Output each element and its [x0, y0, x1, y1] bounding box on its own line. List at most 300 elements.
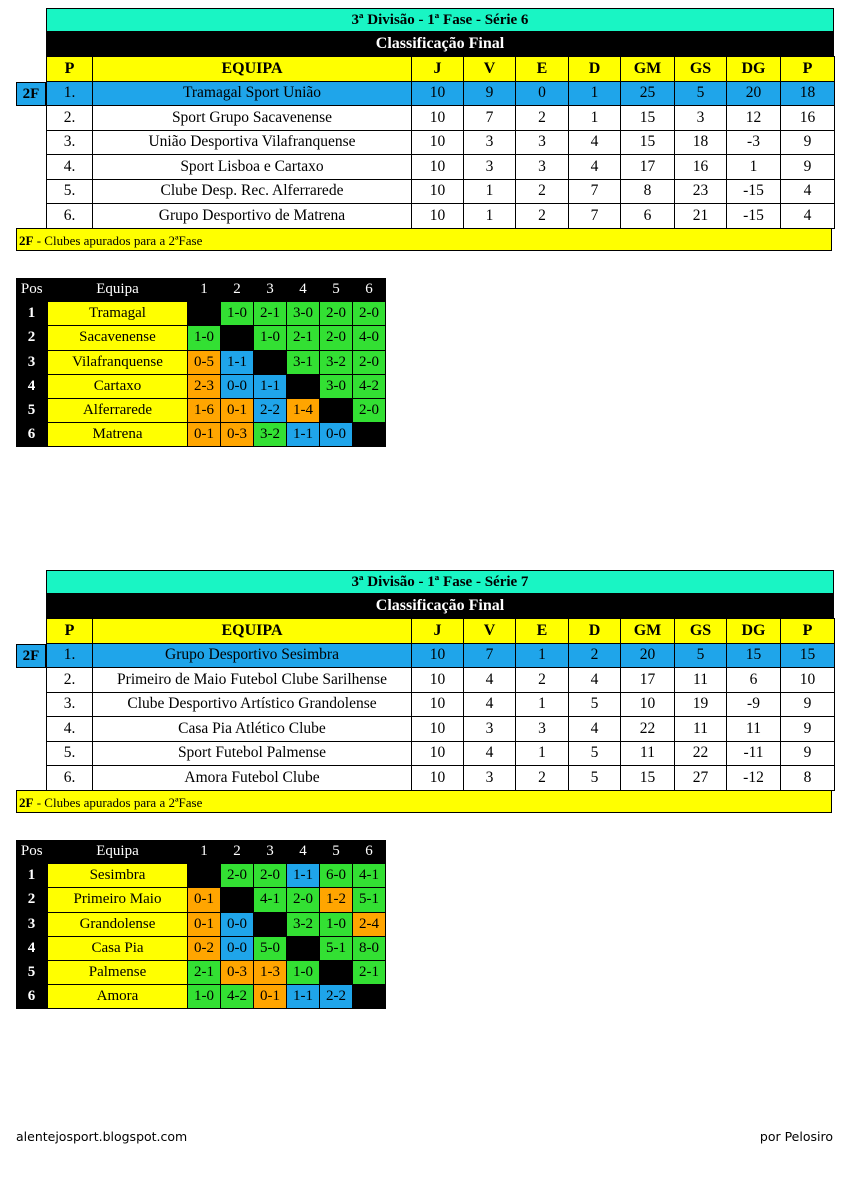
matrix-result-cell: 3-0 — [320, 374, 353, 398]
results-matrix-serie-6 — [16, 278, 386, 447]
cell-dg: -9 — [727, 692, 781, 717]
matrix-result-cell: 6-0 — [320, 864, 353, 888]
cell-gs: 18 — [675, 130, 727, 155]
matrix-result-cell: 3-0 — [287, 302, 320, 326]
matrix-pos: 5 — [16, 398, 48, 422]
matrix-col-header: 6 — [353, 278, 386, 302]
matrix-result-cell: 2-0 — [254, 864, 287, 888]
cell-gs: 5 — [675, 81, 727, 106]
matrix-self-cell — [221, 888, 254, 912]
cell-gs: 22 — [675, 741, 727, 766]
cell-j: 10 — [412, 155, 464, 180]
matrix-row — [16, 888, 386, 912]
cell-dg: -15 — [727, 179, 781, 204]
cell-gm: 10 — [621, 692, 675, 717]
cell-e: 3 — [516, 155, 569, 180]
matrix-result-cell: 0-5 — [188, 350, 221, 374]
cell-dg: 6 — [727, 668, 781, 693]
matrix-result-cell: 1-6 — [188, 398, 221, 422]
matrix-col-header: 3 — [254, 840, 287, 864]
matrix-pos: 3 — [16, 350, 48, 374]
cell-gs: 11 — [675, 717, 727, 742]
cell-gs: 19 — [675, 692, 727, 717]
col-header: P — [47, 619, 93, 644]
cell-pts: 9 — [781, 155, 835, 180]
standings-table — [46, 618, 835, 791]
matrix-self-cell — [320, 960, 353, 984]
matrix-body — [16, 302, 386, 447]
cell-team: Clube Desp. Rec. Alferrarede — [93, 179, 412, 204]
matrix-team: Cartaxo — [48, 374, 188, 398]
legend-tag: 2F — [19, 233, 34, 248]
matrix-row — [16, 398, 386, 422]
cell-pos: 5. — [47, 741, 93, 766]
col-header: J — [412, 57, 464, 82]
cell-gm: 17 — [621, 668, 675, 693]
cell-pos: 6. — [47, 766, 93, 791]
matrix-team: Matrena — [48, 423, 188, 447]
cell-pts: 9 — [781, 741, 835, 766]
matrix-col-header: 5 — [320, 840, 353, 864]
cell-gs: 11 — [675, 668, 727, 693]
qualified-tag: 2F — [16, 644, 46, 668]
table-row — [47, 741, 835, 766]
cell-e: 2 — [516, 106, 569, 131]
cell-gm: 6 — [621, 204, 675, 229]
table-row — [47, 130, 835, 155]
matrix-team: Amora — [48, 985, 188, 1009]
cell-d: 2 — [569, 643, 621, 668]
results-matrix-serie-7 — [16, 840, 386, 1009]
matrix-result-cell: 4-2 — [353, 374, 386, 398]
matrix-pos: 4 — [16, 374, 48, 398]
matrix-result-cell: 0-1 — [188, 423, 221, 447]
cell-dg: 1 — [727, 155, 781, 180]
cell-e: 2 — [516, 668, 569, 693]
cell-pos: 3. — [47, 130, 93, 155]
cell-team: Tramagal Sport União — [93, 81, 412, 106]
cell-d: 4 — [569, 130, 621, 155]
legend-text: - Clubes apurados para a 2ªFase — [33, 795, 203, 810]
legend-tag: 2F — [19, 795, 34, 810]
cell-dg: 15 — [727, 643, 781, 668]
matrix-team: Palmense — [48, 960, 188, 984]
col-header: P — [781, 619, 835, 644]
matrix-result-cell: 2-1 — [353, 960, 386, 984]
matrix-result-cell: 1-1 — [254, 374, 287, 398]
cell-j: 10 — [412, 106, 464, 131]
cell-pts: 4 — [781, 179, 835, 204]
classification-block-serie-6 — [16, 8, 834, 254]
matrix-result-cell: 0-1 — [221, 398, 254, 422]
cell-gs: 3 — [675, 106, 727, 131]
matrix-col-header: 4 — [287, 840, 320, 864]
matrix-col-header: 5 — [320, 278, 353, 302]
cell-team: Sport Futebol Palmense — [93, 741, 412, 766]
table-row — [47, 81, 835, 106]
table-title: 3ª Divisão - 1ª Fase - Série 6 — [46, 8, 834, 32]
cell-gm: 15 — [621, 766, 675, 791]
cell-pos: 2. — [47, 106, 93, 131]
matrix-result-cell: 3-2 — [320, 350, 353, 374]
col-header: P — [781, 57, 835, 82]
cell-dg: 20 — [727, 81, 781, 106]
matrix-result-cell: 4-0 — [353, 326, 386, 350]
matrix-self-cell — [353, 423, 386, 447]
col-header: EQUIPA — [93, 57, 412, 82]
cell-d: 7 — [569, 204, 621, 229]
matrix-result-cell: 5-0 — [254, 936, 287, 960]
matrix-col-header: 1 — [188, 840, 221, 864]
matrix-result-cell: 2-2 — [320, 985, 353, 1009]
table-subtitle: Classificação Final — [46, 32, 834, 56]
cell-v: 4 — [464, 668, 516, 693]
cell-v: 1 — [464, 179, 516, 204]
matrix-result-cell: 2-0 — [353, 398, 386, 422]
matrix-result-cell: 2-1 — [287, 326, 320, 350]
matrix-pos: 1 — [16, 864, 48, 888]
cell-dg: 11 — [727, 717, 781, 742]
matrix-result-cell: 1-0 — [320, 912, 353, 936]
matrix-result-cell: 8-0 — [353, 936, 386, 960]
cell-pts: 4 — [781, 204, 835, 229]
matrix-result-cell: 0-0 — [221, 912, 254, 936]
matrix-result-cell: 1-0 — [221, 302, 254, 326]
table-row — [47, 668, 835, 693]
table-title: 3ª Divisão - 1ª Fase - Série 7 — [46, 570, 834, 594]
cell-team: Primeiro de Maio Futebol Clube Sarilhense — [93, 668, 412, 693]
matrix-col-header: 2 — [221, 278, 254, 302]
cell-pts: 16 — [781, 106, 835, 131]
matrix-row — [16, 985, 386, 1009]
col-header: V — [464, 57, 516, 82]
matrix-pos: 3 — [16, 912, 48, 936]
classification-block-serie-7 — [16, 570, 834, 816]
matrix-row — [16, 936, 386, 960]
matrix-team: Vilafranquense — [48, 350, 188, 374]
cell-team: União Desportiva Vilafranquense — [93, 130, 412, 155]
cell-gs: 16 — [675, 155, 727, 180]
matrix-col-header: 4 — [287, 278, 320, 302]
matrix-header-row — [16, 278, 386, 302]
cell-pts: 9 — [781, 692, 835, 717]
matrix-col-header: Equipa — [48, 840, 188, 864]
table-row — [47, 692, 835, 717]
matrix-result-cell: 1-1 — [287, 985, 320, 1009]
table-row — [47, 766, 835, 791]
cell-e: 3 — [516, 130, 569, 155]
matrix-result-cell: 4-1 — [353, 864, 386, 888]
matrix-result-cell: 0-1 — [188, 912, 221, 936]
matrix-result-cell: 3-2 — [287, 912, 320, 936]
legend-text: - Clubes apurados para a 2ªFase — [33, 233, 203, 248]
matrix-result-cell: 3-1 — [287, 350, 320, 374]
matrix-row — [16, 960, 386, 984]
cell-d: 1 — [569, 81, 621, 106]
matrix-result-cell: 0-3 — [221, 960, 254, 984]
cell-gm: 17 — [621, 155, 675, 180]
matrix-row — [16, 864, 386, 888]
cell-pos: 3. — [47, 692, 93, 717]
matrix-result-cell: 2-0 — [221, 864, 254, 888]
cell-dg: -12 — [727, 766, 781, 791]
cell-j: 10 — [412, 717, 464, 742]
matrix-result-cell: 2-0 — [320, 302, 353, 326]
cell-j: 10 — [412, 741, 464, 766]
table-row — [47, 106, 835, 131]
matrix-pos: 2 — [16, 326, 48, 350]
cell-j: 10 — [412, 668, 464, 693]
matrix-result-cell: 2-4 — [353, 912, 386, 936]
cell-pos: 4. — [47, 155, 93, 180]
cell-pos: 6. — [47, 204, 93, 229]
cell-gm: 22 — [621, 717, 675, 742]
matrix-result-cell: 1-0 — [188, 985, 221, 1009]
col-header: E — [516, 57, 569, 82]
col-header: EQUIPA — [93, 619, 412, 644]
cell-gs: 23 — [675, 179, 727, 204]
table-row — [47, 204, 835, 229]
cell-pos: 1. — [47, 643, 93, 668]
cell-gm: 11 — [621, 741, 675, 766]
matrix-row — [16, 326, 386, 350]
table-row — [47, 179, 835, 204]
cell-gs: 5 — [675, 643, 727, 668]
col-header: J — [412, 619, 464, 644]
qualified-tag: 2F — [16, 82, 46, 106]
matrix-self-cell — [188, 864, 221, 888]
cell-d: 5 — [569, 692, 621, 717]
cell-team: Casa Pia Atlético Clube — [93, 717, 412, 742]
matrix-self-cell — [254, 912, 287, 936]
matrix-result-cell: 1-1 — [221, 350, 254, 374]
col-header: GM — [621, 619, 675, 644]
cell-e: 1 — [516, 692, 569, 717]
cell-gm: 8 — [621, 179, 675, 204]
matrix-result-cell: 1-0 — [287, 960, 320, 984]
cell-team: Grupo Desportivo de Matrena — [93, 204, 412, 229]
matrix-col-header: Pos — [16, 278, 48, 302]
legend-bar — [16, 790, 832, 813]
cell-d: 5 — [569, 766, 621, 791]
cell-dg: 12 — [727, 106, 781, 131]
matrix-result-cell: 0-0 — [221, 374, 254, 398]
matrix-self-cell — [221, 326, 254, 350]
cell-v: 4 — [464, 692, 516, 717]
matrix-team: Primeiro Maio — [48, 888, 188, 912]
matrix-self-cell — [287, 936, 320, 960]
cell-e: 3 — [516, 717, 569, 742]
matrix-result-cell: 0-1 — [188, 888, 221, 912]
cell-v: 3 — [464, 130, 516, 155]
matrix-self-cell — [287, 374, 320, 398]
standings-table — [46, 56, 835, 229]
cell-pos: 1. — [47, 81, 93, 106]
matrix-pos: 4 — [16, 936, 48, 960]
cell-j: 10 — [412, 643, 464, 668]
cell-dg: -15 — [727, 204, 781, 229]
matrix-pos: 6 — [16, 985, 48, 1009]
cell-gm: 15 — [621, 106, 675, 131]
matrix-result-cell: 2-0 — [320, 326, 353, 350]
matrix-col-header: Pos — [16, 840, 48, 864]
cell-e: 2 — [516, 204, 569, 229]
matrix-result-cell: 0-3 — [221, 423, 254, 447]
matrix-pos: 5 — [16, 960, 48, 984]
matrix-row — [16, 302, 386, 326]
matrix-team: Sesimbra — [48, 864, 188, 888]
cell-d: 4 — [569, 668, 621, 693]
cell-v: 1 — [464, 204, 516, 229]
cell-pts: 18 — [781, 81, 835, 106]
matrix-row — [16, 912, 386, 936]
col-header: V — [464, 619, 516, 644]
matrix-result-cell: 2-0 — [287, 888, 320, 912]
col-header: DG — [727, 57, 781, 82]
cell-e: 1 — [516, 741, 569, 766]
cell-e: 2 — [516, 179, 569, 204]
footer-site-link[interactable]: alentejosport.blogspot.com — [16, 1129, 188, 1144]
cell-v: 3 — [464, 155, 516, 180]
matrix-result-cell: 0-2 — [188, 936, 221, 960]
matrix-result-cell: 1-0 — [254, 326, 287, 350]
matrix-row — [16, 423, 386, 447]
cell-team: Amora Futebol Clube — [93, 766, 412, 791]
matrix-result-cell: 1-1 — [287, 423, 320, 447]
matrix-header-row — [16, 840, 386, 864]
cell-j: 10 — [412, 81, 464, 106]
cell-d: 7 — [569, 179, 621, 204]
matrix-result-cell: 0-0 — [320, 423, 353, 447]
table-row — [47, 717, 835, 742]
cell-gs: 27 — [675, 766, 727, 791]
matrix-result-cell: 5-1 — [353, 888, 386, 912]
cell-team: Clube Desportivo Artístico Grandolense — [93, 692, 412, 717]
col-header: E — [516, 619, 569, 644]
footer-author: por Pelosiro — [759, 1129, 833, 1144]
matrix-pos: 2 — [16, 888, 48, 912]
col-header: D — [569, 57, 621, 82]
standings-header-row — [47, 57, 835, 82]
legend-bar — [16, 228, 832, 251]
cell-d: 1 — [569, 106, 621, 131]
matrix-team: Alferrarede — [48, 398, 188, 422]
matrix-result-cell: 2-2 — [254, 398, 287, 422]
cell-e: 0 — [516, 81, 569, 106]
matrix-pos: 6 — [16, 423, 48, 447]
cell-team: Sport Grupo Sacavenense — [93, 106, 412, 131]
matrix-self-cell — [188, 302, 221, 326]
matrix-team: Sacavenense — [48, 326, 188, 350]
table-subtitle: Classificação Final — [46, 594, 834, 618]
cell-j: 10 — [412, 179, 464, 204]
cell-gm: 25 — [621, 81, 675, 106]
matrix-result-cell: 2-0 — [353, 302, 386, 326]
matrix-col-header: 3 — [254, 278, 287, 302]
cell-pts: 8 — [781, 766, 835, 791]
cell-j: 10 — [412, 204, 464, 229]
matrix-row — [16, 374, 386, 398]
col-header: P — [47, 57, 93, 82]
cell-v: 3 — [464, 717, 516, 742]
cell-d: 4 — [569, 155, 621, 180]
matrix-result-cell: 5-1 — [320, 936, 353, 960]
cell-e: 2 — [516, 766, 569, 791]
matrix-team: Tramagal — [48, 302, 188, 326]
matrix-result-cell: 2-3 — [188, 374, 221, 398]
cell-gm: 20 — [621, 643, 675, 668]
matrix-team: Casa Pia — [48, 936, 188, 960]
cell-v: 9 — [464, 81, 516, 106]
matrix-result-cell: 4-2 — [221, 985, 254, 1009]
cell-j: 10 — [412, 692, 464, 717]
col-header: GS — [675, 57, 727, 82]
cell-team: Grupo Desportivo Sesimbra — [93, 643, 412, 668]
cell-j: 10 — [412, 130, 464, 155]
matrix-team: Grandolense — [48, 912, 188, 936]
matrix-result-cell: 1-2 — [320, 888, 353, 912]
col-header: GM — [621, 57, 675, 82]
matrix-result-cell: 2-1 — [188, 960, 221, 984]
table-row — [47, 155, 835, 180]
cell-pts: 9 — [781, 717, 835, 742]
col-header: D — [569, 619, 621, 644]
cell-v: 4 — [464, 741, 516, 766]
cell-pos: 5. — [47, 179, 93, 204]
matrix-result-cell: 0-1 — [254, 985, 287, 1009]
matrix-col-header: 2 — [221, 840, 254, 864]
col-header: GS — [675, 619, 727, 644]
table-row — [47, 643, 835, 668]
cell-v: 7 — [464, 106, 516, 131]
matrix-col-header: 6 — [353, 840, 386, 864]
col-header: DG — [727, 619, 781, 644]
matrix-result-cell: 2-0 — [353, 350, 386, 374]
matrix-body — [16, 864, 386, 1009]
matrix-self-cell — [320, 398, 353, 422]
cell-j: 10 — [412, 766, 464, 791]
cell-gm: 15 — [621, 130, 675, 155]
cell-v: 3 — [464, 766, 516, 791]
cell-dg: -11 — [727, 741, 781, 766]
matrix-self-cell — [353, 985, 386, 1009]
cell-team: Sport Lisboa e Cartaxo — [93, 155, 412, 180]
cell-e: 1 — [516, 643, 569, 668]
matrix-self-cell — [254, 350, 287, 374]
cell-d: 5 — [569, 741, 621, 766]
cell-pos: 4. — [47, 717, 93, 742]
cell-pts: 9 — [781, 130, 835, 155]
cell-v: 7 — [464, 643, 516, 668]
matrix-result-cell: 1-3 — [254, 960, 287, 984]
matrix-result-cell: 3-2 — [254, 423, 287, 447]
cell-gs: 21 — [675, 204, 727, 229]
matrix-result-cell: 4-1 — [254, 888, 287, 912]
matrix-pos: 1 — [16, 302, 48, 326]
matrix-row — [16, 350, 386, 374]
matrix-col-header: 1 — [188, 278, 221, 302]
cell-pts: 10 — [781, 668, 835, 693]
standings-header-row — [47, 619, 835, 644]
matrix-result-cell: 1-0 — [188, 326, 221, 350]
cell-pts: 15 — [781, 643, 835, 668]
matrix-result-cell: 0-0 — [221, 936, 254, 960]
cell-dg: -3 — [727, 130, 781, 155]
matrix-result-cell: 2-1 — [254, 302, 287, 326]
cell-d: 4 — [569, 717, 621, 742]
matrix-col-header: Equipa — [48, 278, 188, 302]
matrix-result-cell: 1-4 — [287, 398, 320, 422]
